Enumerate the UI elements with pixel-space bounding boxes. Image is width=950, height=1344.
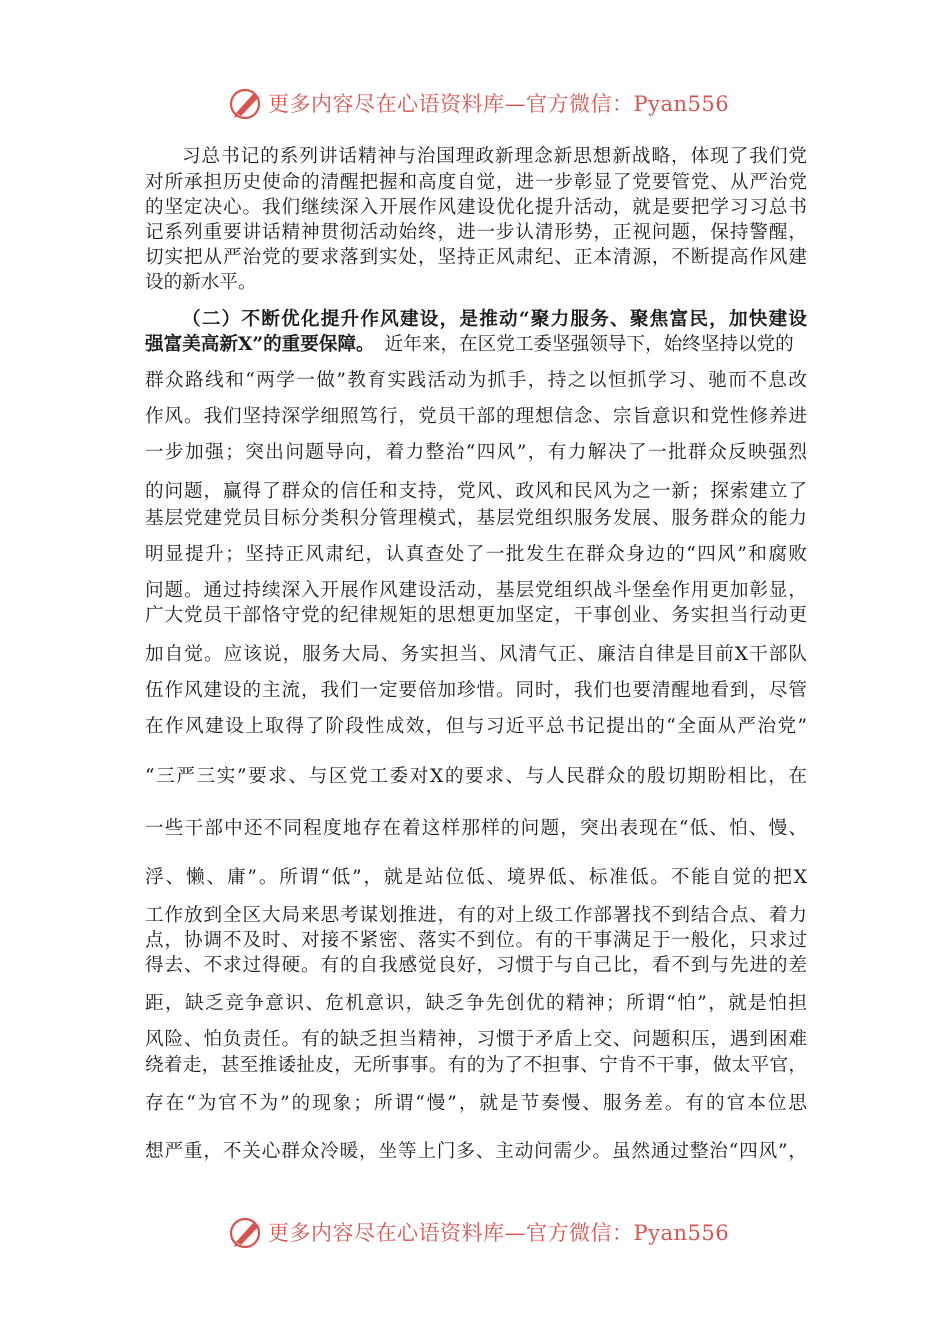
text-line: 群众路线和“两学一做”教育实践活动为抓手，持之以恒抓学习、驰而不息改: [145, 370, 807, 391]
text-line: 一步加强；突出问题导向，着力整治“四风”，有力解决了一批群众反映强烈: [145, 442, 807, 463]
text-line: 绕着走，甚至推诿扯皮，无所事事。有的为了不担事、宁肯不干事，做太平官，: [145, 1055, 807, 1076]
text-run: 近年来，在区党工委坚强领导下，始终坚持以党的: [384, 334, 794, 355]
header-text: 更多内容尽在心语资料库—官方微信：Pyan556: [268, 92, 730, 116]
text-line: 设的新水平。: [145, 272, 257, 293]
text-line: “三严三实”要求、与区党工委对X的要求、与人民群众的殷切期盼相比，在: [145, 766, 807, 787]
text-line: 点，协调不及时、对接不紧密、落实不到位。有的干事满足于一般化，只求过: [145, 930, 807, 951]
text-line: 风险、怕负责任。有的缺乏担当精神，习惯于矛盾上交、问题积压，遇到困难: [145, 1029, 807, 1050]
text-line: 对所承担历史使命的清醒把握和高度自觉，进一步彰显了党要管党、从严治党: [145, 172, 807, 193]
text-line: 距，缺乏竞争意识、危机意识，缺乏争先创优的精神；所谓“怕”，就是怕担: [145, 993, 807, 1014]
text-line: 浮、懒、庸”。所谓“低”，就是站位低、境界低、标准低。不能自觉的把X: [145, 867, 807, 888]
text-line: 基层党建党员目标分类积分管理模式，基层党组织服务发展、服务群众的能力: [145, 508, 807, 529]
footer-text: 更多内容尽在心语资料库—官方微信：Pyan556: [268, 1221, 730, 1245]
text-line: 一些干部中还不同程度地存在着这样那样的问题，突出表现在“低、怕、慢、: [145, 818, 807, 839]
text-line: 在作风建设上取得了阶段性成效，但与习近平总书记提出的“全面从严治党”: [145, 716, 807, 737]
text-line: 习总书记的系列讲话精神与治国理政新理念新思想新战略，体现了我们党: [182, 146, 807, 167]
text-line: 工作放到全区大局来思考谋划推进，有的对上级工作部署找不到结合点、着力: [145, 905, 807, 926]
text-line: 得去、不求过得硬。有的自我感觉良好，习惯于与自己比，看不到与先进的差: [145, 955, 807, 976]
text-line: 明显提升；坚持正风肃纪，认真查处了一批发生在群众身边的“四风”和腐败: [145, 544, 807, 565]
text-line: 的问题，赢得了群众的信任和支持，党风、政风和民风为之一新；探索建立了: [145, 481, 807, 502]
text-line: 的坚定决心。我们继续深入开展作风建设优化提升活动，就是要把学习习总书: [145, 197, 807, 218]
section-heading-end: 强富美高新X”的重要保障。: [145, 334, 375, 355]
header-banner: [228, 83, 728, 123]
text-line: 存在“为官不为”的现象；所谓“慢”，就是节奏慢、服务差。有的官本位思: [145, 1093, 807, 1114]
text-line: 问题。通过持续深入开展作风建设活动，基层党组织战斗堡垒作用更加彰显，: [145, 580, 807, 601]
text-line: 广大党员干部恪守党的纪律规矩的思想更加坚定，干事创业、务实担当行动更: [145, 605, 807, 626]
pen-circle-logo-icon: [228, 1214, 264, 1250]
text-line: 想严重，不关心群众冷暖，坐等上门多、主动问需少。虽然通过整治“四风”，: [145, 1141, 807, 1162]
section-heading: （二）不断优化提升作风建设，是推动“聚力服务、聚焦富民，加快建设: [182, 309, 807, 330]
text-line: [145, 333, 807, 357]
text-line: 作风。我们坚持深学细照笃行，党员干部的理想信念、宗旨意识和党性修养进: [145, 406, 807, 427]
text-line: 记系列重要讲话精神贯彻活动始终，进一步认清形势，正视问题，保持警醒，: [145, 222, 807, 243]
footer-banner: [228, 1212, 728, 1252]
text-line: 切实把从严治党的要求落到实处，坚持正风肃纪、正本清源，不断提高作风建: [145, 247, 807, 268]
text-line: 加自觉。应该说，服务大局、务实担当、风清气正、廉洁自律是目前X干部队: [145, 644, 807, 665]
pen-circle-logo-icon: [228, 85, 264, 121]
text-line: 伍作风建设的主流，我们一定要倍加珍惜。同时，我们也要清醒地看到，尽管: [145, 680, 807, 701]
